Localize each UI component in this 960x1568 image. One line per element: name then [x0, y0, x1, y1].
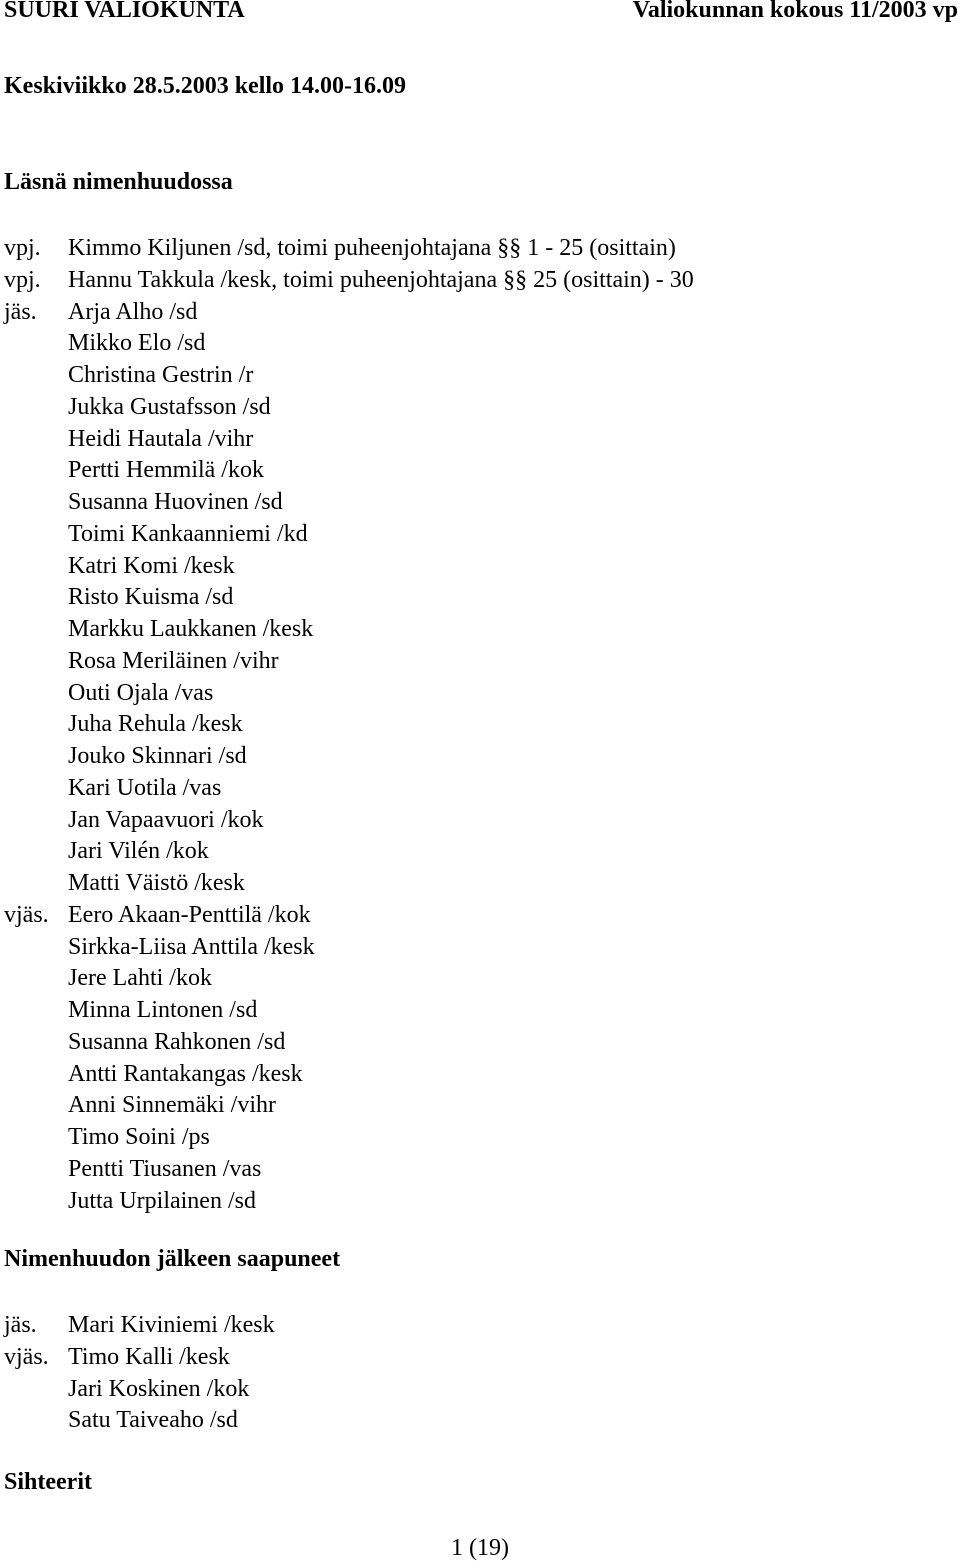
member-name: Mari Kiviniemi /kesk [68, 1312, 275, 1338]
member-name: Katri Komi /kesk [68, 552, 235, 579]
member-name: Pentti Tiusanen /vas [68, 1155, 262, 1182]
meeting-date-line: Keskiviikko 28.5.2003 kello 14.00-16.09 [4, 73, 407, 99]
member-name: Timo Soini /ps [68, 1124, 210, 1150]
member-name: Rosa Meriläinen /vihr [68, 647, 279, 674]
member-name: Jan Vapaavuori /kok [68, 806, 264, 833]
member-role: vpj. [4, 266, 41, 293]
member-name: Juha Rehula /kesk [68, 711, 243, 738]
member-name: Toimi Kankaanniemi /kd [68, 520, 308, 547]
member-name: Anni Sinnemäki /vihr [68, 1092, 276, 1119]
member-name: Jari Koskinen /kok [68, 1375, 250, 1402]
member-role: jäs. [4, 298, 37, 325]
member-role: jäs. [4, 1312, 37, 1338]
member-name: Jouko Skinnari /sd [68, 743, 247, 769]
member-name: Susanna Rahkonen /sd [68, 1028, 286, 1055]
member-name: Christina Gestrin /r [68, 362, 254, 388]
present-heading: Läsnä nimenhuudossa [4, 169, 233, 195]
member-name: Arja Alho /sd [68, 298, 198, 325]
member-name: Minna Lintonen /sd [68, 997, 258, 1023]
member-name: Jari Vilén /kok [68, 838, 209, 865]
member-name: Kari Uotila /vas [68, 774, 222, 801]
member-name: Susanna Huovinen /sd [68, 489, 283, 515]
member-name: Heidi Hautala /vihr [68, 425, 254, 452]
member-name: Markku Laukkanen /kesk [68, 616, 314, 642]
member-name: Outi Ojala /vas [68, 679, 214, 706]
member-name: Jere Lahti /kok [68, 965, 212, 992]
member-role: vpj. [4, 235, 41, 261]
member-role: vjäs. [4, 901, 49, 928]
member-name: Pertti Hemmilä /kok [68, 457, 264, 484]
member-name: Mikko Elo /sd [68, 330, 206, 357]
meeting-title: Valiokunnan kokous 11/2003 vp [632, 0, 958, 23]
member-name: Kimmo Kiljunen /sd, toimi puheenjohtajana §§ 1 - 25 (osittain) [68, 235, 676, 261]
secretaries-heading: Sihteerit [4, 1469, 92, 1495]
arrived-heading: Nimenhuudon jälkeen saapuneet [4, 1246, 341, 1272]
member-name: Jutta Urpilainen /sd [68, 1187, 256, 1214]
member-name: Sirkka-Liisa Anttila /kesk [68, 933, 315, 960]
member-name: Timo Kalli /kesk [68, 1343, 230, 1370]
member-role: vjäs. [4, 1343, 49, 1370]
member-name: Antti Rantakangas /kesk [68, 1060, 303, 1087]
member-name: Hannu Takkula /kesk, toimi puheenjohtajana §§ 25 (osittain) - 30 [68, 266, 694, 293]
member-name: Risto Kuisma /sd [68, 584, 234, 611]
member-name: Jukka Gustafsson /sd [68, 393, 271, 420]
member-name: Eero Akaan-Penttilä /kok [68, 901, 311, 928]
member-name: Matti Väistö /kesk [68, 870, 245, 896]
committee-name: SUURI VALIOKUNTA [4, 0, 245, 23]
member-name: Satu Taiveaho /sd [68, 1407, 238, 1434]
page-number: 1 (19) [451, 1535, 509, 1561]
